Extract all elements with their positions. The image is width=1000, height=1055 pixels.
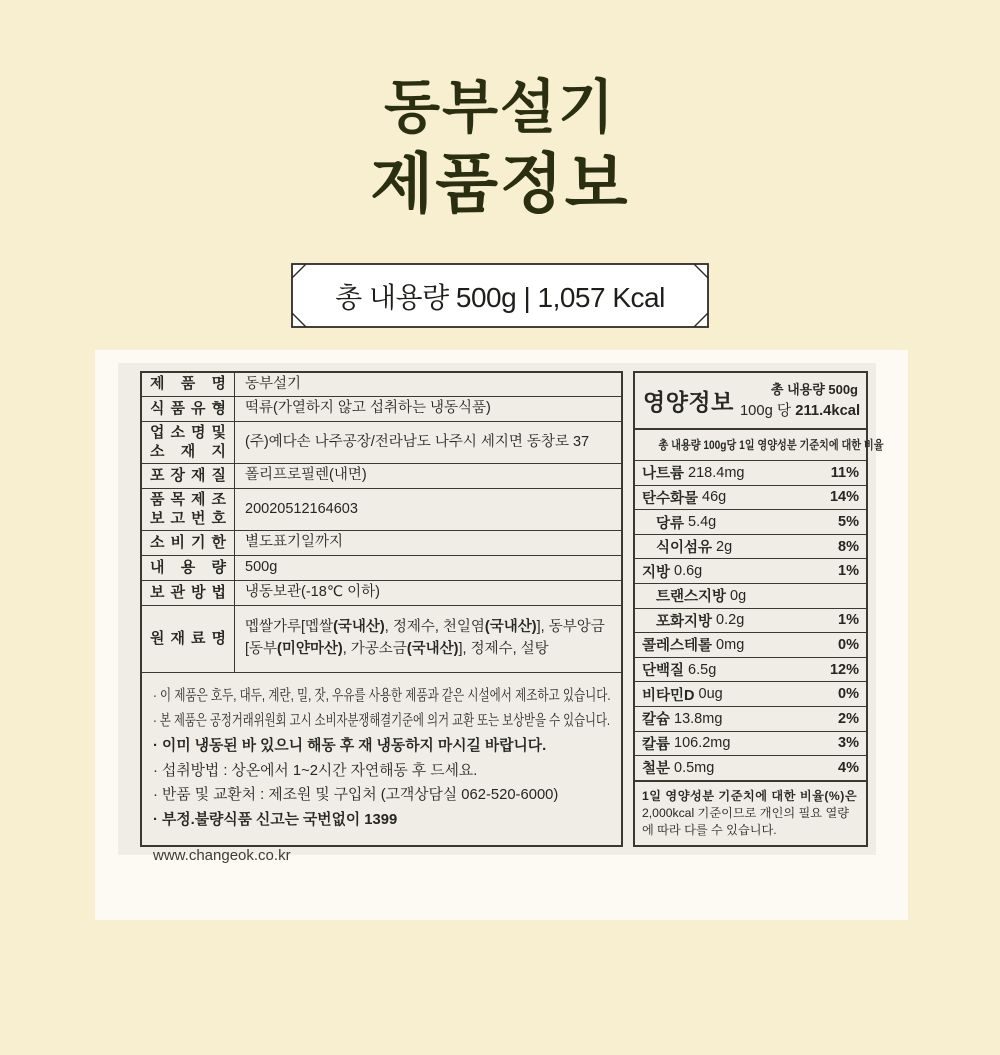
row-label: 포 장 재 질 xyxy=(142,464,235,488)
nutrition-footnote: 1일 영양성분 기준치에 대한 비율(%)은 2,000kcal 기준이므로 개인의 필요 열량에 따라 다를 수 있습니다. xyxy=(635,780,866,845)
nutrition-subheader: 총 내용량 100g당 1일 영양성분 기준치에 대한 비율 xyxy=(635,428,866,460)
table-row xyxy=(142,488,621,530)
nutrition-title: 영양정보 xyxy=(643,389,734,415)
notice-line: · 이 제품은 호두, 대두, 계란, 밀, 잣, 우유를 사용한 제품과 같은 시설에서 제조하고 있습니다. xyxy=(153,688,611,704)
row-label: 업 소 명 및 소 재 지 xyxy=(142,422,235,464)
page-title: 제품정보 xyxy=(370,147,630,220)
table-row xyxy=(142,605,621,672)
nutrition-row: 지방 0.6g 1% xyxy=(635,558,866,583)
nutrition-row: 트랜스지방 0g xyxy=(635,583,866,608)
product-title: 동부설기 xyxy=(383,75,617,140)
row-value: 20020512164603 xyxy=(245,501,358,518)
nutrition-row: 칼륨 106.2mg 3% xyxy=(635,731,866,756)
total-content-badge xyxy=(291,263,709,328)
nutrition-row: 탄수화물 46g 14% xyxy=(635,485,866,510)
nutrition-row: 비타민D 0ug 0% xyxy=(635,681,866,706)
row-value: 떡류(가열하지 않고 섭취하는 냉동식품) xyxy=(245,400,491,417)
row-label: 품 목 제 조 보 고 번 호 xyxy=(142,489,235,531)
nutrition-row: 식이섬유 2g 8% xyxy=(635,534,866,559)
nutrition-table xyxy=(633,371,884,847)
content-sheet xyxy=(95,350,908,920)
notice-line: · 섭취방법 : 상온에서 1~2시간 자연해동 후 드세요. xyxy=(153,762,478,779)
row-label: 식 품 유 형 xyxy=(142,397,235,421)
nutrition-row: 당류 5.4g 5% xyxy=(635,509,866,534)
row-value: 동부설기 xyxy=(245,375,302,392)
table-row xyxy=(142,421,621,463)
row-value: 별도표기일까지 xyxy=(245,534,344,551)
notice-line: · 부정.불량식품 신고는 국번없이 1399 xyxy=(153,812,398,829)
row-value: 500g xyxy=(245,559,278,576)
nutrition-row: 나트륨 218.4mg 11% xyxy=(635,460,866,485)
notice-line: · 본 제품은 공정거래위원회 고시 소비자분쟁해결기준에 의거 교환 또는 보상받을 수 있습니다. xyxy=(153,712,611,729)
notice-lines xyxy=(153,684,610,833)
row-value: (주)예다손 나주공장/전라남도 나주시 세지면 동창로 37 xyxy=(245,434,590,451)
notice-line: · 이미 냉동된 바 있으니 해동 후 재 냉동하지 마시길 바랍니다. xyxy=(153,737,547,754)
table-row xyxy=(142,396,621,421)
nutrition-serving-info xyxy=(738,380,858,422)
total-content-text: 총 내용량 500g | 1,057 Kcal xyxy=(335,281,665,313)
label-panel xyxy=(118,363,884,865)
table-row xyxy=(142,530,621,555)
row-label: 내 용 량 xyxy=(142,556,235,580)
row-value: 멥쌀가루[멥쌀(국내산), 정제수, 천일염(국내산)], 동부앙금[동부(미얀마산), 가공소금(국내산)], 정제수, 설탕 xyxy=(245,619,605,657)
row-label: 소 비 기 한 xyxy=(142,531,235,555)
row-value: 냉동보관(-18℃ 이하) xyxy=(245,584,380,601)
row-label: 원 재 료 명 xyxy=(142,606,235,672)
notice-line: · 반품 및 교환처 : 제조원 및 구입처 (고객상담실 062-520-6000) xyxy=(153,787,559,804)
row-label: 보 관 방 법 xyxy=(142,581,235,605)
row-value: 폴리프로필렌(내면) xyxy=(245,467,367,484)
table-row xyxy=(142,580,621,605)
table-row xyxy=(142,373,621,396)
per-100g-kcal: 100g 당 211.4kcal xyxy=(739,401,860,419)
total-amount-text: 총 내용량 500g xyxy=(770,381,858,397)
nutrition-row: 단백질 6.5g 12% xyxy=(635,657,866,682)
nutrition-row: 포화지방 0.2g 1% xyxy=(635,608,866,633)
nutrition-row: 칼슘 13.8mg 2% xyxy=(635,706,866,731)
row-label: 제 품 명 xyxy=(142,373,235,396)
nutrition-header xyxy=(635,373,866,428)
website-url: www.changeok.co.kr xyxy=(153,847,291,865)
nutrition-row: 콜레스테롤 0mg 0% xyxy=(635,632,866,657)
nutrition-row: 철분 0.5mg 4% xyxy=(635,755,866,780)
table-row xyxy=(142,555,621,580)
notice-section xyxy=(142,672,621,872)
table-row xyxy=(142,463,621,488)
product-info-table xyxy=(140,371,623,865)
